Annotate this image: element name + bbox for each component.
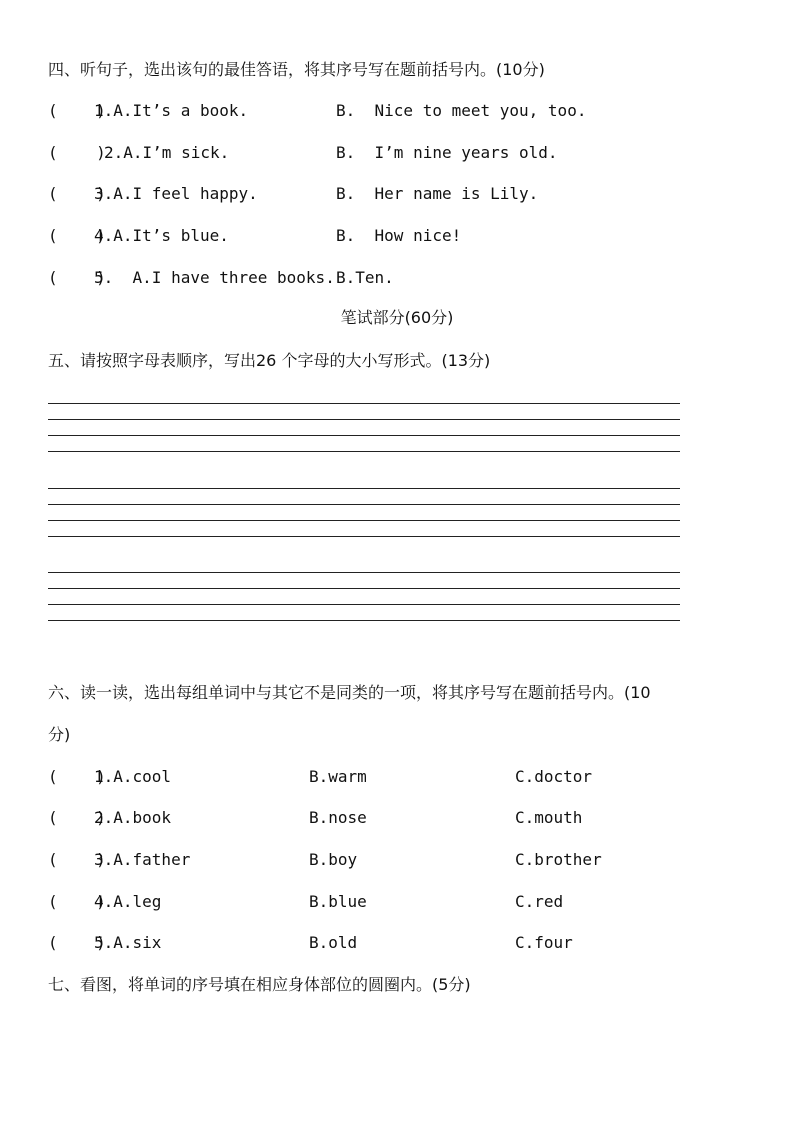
option-b: B. Nice to meet you, too. — [336, 101, 587, 120]
option-a: 3.A.father — [94, 850, 191, 869]
answer-bracket[interactable]: ( ) — [48, 184, 106, 203]
option-a: 4.A.leg — [94, 892, 162, 911]
option-c: C.brother — [515, 850, 602, 869]
answer-bracket[interactable]: ( ) — [48, 101, 106, 120]
writing-line — [48, 451, 680, 452]
section-7-heading: 七、看图，将单词的序号填在相应身体部位的圆圈内。(5分) — [48, 975, 471, 994]
writing-line — [48, 572, 680, 573]
option-a: 3.A.I feel happy. — [94, 184, 258, 203]
answer-bracket[interactable]: ( ) — [48, 268, 106, 287]
option-b: B.warm — [309, 767, 367, 786]
writing-line — [48, 419, 680, 420]
option-a: 2.A.book — [94, 808, 172, 827]
section-4-heading: 四、听句子，选出该句的最佳答语，将其序号写在题前括号内。(10分) — [48, 60, 545, 79]
answer-bracket[interactable]: ( ) — [48, 933, 106, 952]
section-6-heading: 六、读一读，选出每组单词中与其它不是同类的一项，将其序号写在题前括号内。(10 — [48, 683, 651, 702]
option-b: B.blue — [309, 892, 367, 911]
answer-bracket[interactable]: ( ) — [48, 226, 106, 245]
option-b: B.old — [309, 933, 358, 952]
answer-bracket[interactable]: ( ) — [48, 892, 106, 911]
option-c: C.four — [515, 933, 573, 952]
option-b: B. How nice! — [336, 226, 462, 245]
writing-line — [48, 504, 680, 505]
answer-bracket[interactable]: ( ) — [48, 808, 106, 827]
writing-line — [48, 520, 680, 521]
option-b: B. Her name is Lily. — [336, 184, 539, 203]
answer-bracket[interactable]: ( ) — [48, 850, 106, 869]
writing-line — [48, 588, 680, 589]
option-b: B.nose — [309, 808, 367, 827]
option-a: 2.A.I’m sick. — [104, 143, 230, 162]
written-part-title: 笔试部分(60分) — [340, 308, 454, 327]
writing-line — [48, 488, 680, 489]
option-a: 4.A.It’s blue. — [94, 226, 229, 245]
option-c: C.mouth — [515, 808, 583, 827]
writing-line — [48, 620, 680, 621]
writing-line — [48, 536, 680, 537]
option-a: 5.A.six — [94, 933, 162, 952]
option-a: 5. A.I have three books. — [94, 268, 335, 287]
writing-line — [48, 435, 680, 436]
option-a: 1.A.It’s a book. — [94, 101, 249, 120]
writing-line — [48, 604, 680, 605]
option-b: B. I’m nine years old. — [336, 143, 558, 162]
option-c: C.red — [515, 892, 564, 911]
option-b: B.boy — [309, 850, 358, 869]
section-5-heading: 五、请按照字母表顺序，写出26 个字母的大小写形式。(13分) — [48, 351, 491, 370]
section-6-heading-continued: 分) — [48, 725, 71, 744]
option-a: 1.A.cool — [94, 767, 172, 786]
answer-bracket[interactable]: ( ) — [48, 143, 106, 162]
option-c: C.doctor — [515, 767, 593, 786]
answer-bracket[interactable]: ( ) — [48, 767, 106, 786]
option-b: B.Ten. — [336, 268, 394, 287]
writing-line — [48, 403, 680, 404]
